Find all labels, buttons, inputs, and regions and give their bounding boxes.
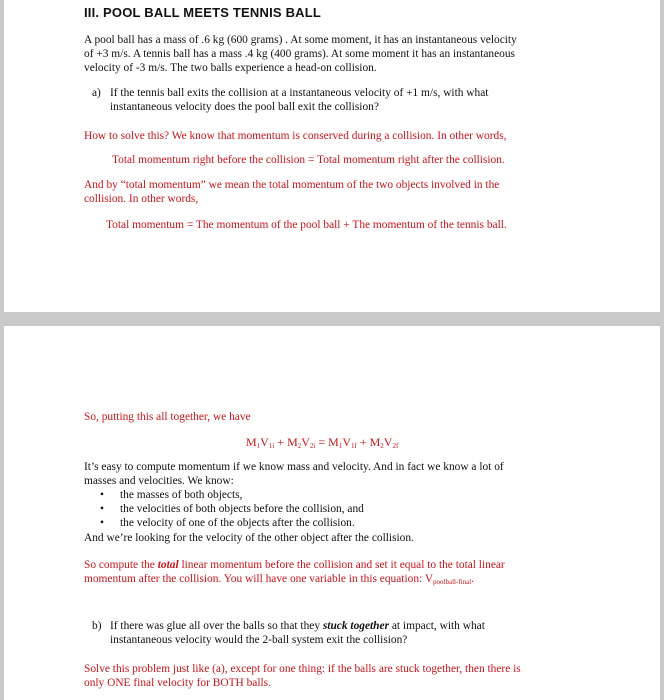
intro-line: A pool ball has a mass of .6 kg (600 grams) . At some moment, it has an instantaneous velocity: [84, 34, 517, 46]
page-1: [0, 0, 664, 312]
easy-line: masses and velocities. We know:: [84, 475, 234, 487]
part-a-question: [110, 86, 488, 114]
solve-line: only ONE final velocity for BOTH balls.: [84, 677, 271, 689]
eq-term: V: [383, 435, 393, 449]
eq-term: V: [301, 435, 310, 449]
list-item: • the velocity of one of the objects after the collision.: [98, 516, 364, 530]
solve-b-paragraph: [84, 662, 521, 690]
part-a-label: a): [92, 87, 101, 99]
eq-sub: 2i: [309, 442, 316, 450]
intro-line: of +3 m/s. A tennis ball has a mass .4 kg (400 grams). At some moment it has an instantaneous: [84, 48, 515, 60]
compute-line: [84, 558, 505, 572]
compute-paragraph: [84, 558, 505, 589]
compute-sub: poolball-final: [433, 578, 472, 586]
compute-text: momentum after the collision. You will have one variable in this equation: V: [84, 573, 434, 585]
looking-line: And we’re looking for the velocity of the other object after the collision.: [84, 532, 414, 544]
question-line: instantaneous velocity does the pool ball exit the collision?: [110, 101, 379, 113]
eq-sub: 2: [380, 442, 384, 450]
page-edge-left: [0, 0, 4, 312]
compute-emphasis: total: [157, 559, 179, 571]
question-emphasis: stuck together: [322, 620, 390, 632]
compute-text: So compute the: [84, 559, 158, 571]
hint-line: [84, 178, 499, 206]
eq-sub: 1: [256, 442, 261, 450]
solve-line: Solve this problem just like (a), except for one thing: if the balls are stuck together, then there is: [84, 663, 521, 675]
section-heading: III. POOL BALL MEETS TENNIS BALL: [84, 5, 322, 20]
eq-term: M: [246, 435, 257, 449]
hint-line: How to solve this? We know that momentum is conserved during a collision. In other words,: [84, 130, 507, 142]
eq-term: M: [328, 435, 339, 449]
page-edge-right: [660, 326, 664, 700]
question-text: If there was glue all over the balls so that they: [110, 620, 323, 632]
eq-term: M: [287, 435, 298, 449]
part-b-question: [110, 619, 485, 647]
question-line: If the tennis ball exits the collision at a instantaneous velocity of +1 m/s, with what: [110, 87, 489, 99]
eq-term: M: [369, 435, 381, 449]
eq-sub: 1i: [268, 442, 275, 450]
eq-op: +: [274, 435, 288, 449]
page-edge-left: [0, 326, 4, 700]
eq-op: =: [315, 435, 329, 449]
easy-paragraph: [84, 460, 504, 488]
list-item: • the velocities of both objects before the collision, and: [98, 502, 364, 516]
momentum-statement: Total momentum right before the collision = Total momentum right after the collision.: [112, 154, 505, 166]
intro-paragraph: [84, 33, 517, 75]
eq-term: V: [342, 435, 351, 449]
page-gap: [0, 312, 664, 326]
eq-sub: 1: [338, 442, 343, 450]
question-line: [110, 619, 485, 633]
eq-op: +: [356, 435, 370, 449]
hint-text: collision. In other words,: [84, 193, 199, 205]
compute-text: .: [471, 573, 475, 585]
eq-sub: 2: [297, 442, 302, 450]
question-line: instantaneous velocity would the 2-ball system exit the collision?: [110, 634, 408, 646]
compute-line: [84, 572, 505, 589]
question-text: at impact, with what: [389, 620, 485, 632]
together-line: So, putting this all together, we have: [84, 411, 251, 423]
page-2: [0, 326, 664, 700]
easy-line: It’s easy to compute momentum if we know mass and velocity. And in fact we know a lot of: [84, 461, 504, 473]
compute-text: linear momentum before the collision and set it equal to the total linear: [178, 559, 505, 571]
hint-text: And by “total momentum” we mean the total momentum of the two objects involved in the: [84, 179, 500, 191]
list-item: • the masses of both objects,: [98, 488, 364, 502]
eq-sub: 2f: [392, 442, 399, 450]
known-list: [98, 488, 364, 530]
part-b-label: b): [92, 620, 102, 632]
eq-sub: 1f: [351, 442, 357, 450]
momentum-equation: [246, 435, 398, 453]
intro-line: velocity of -3 m/s. The two balls experience a head-on collision.: [84, 62, 377, 74]
total-momentum-statement: Total momentum = The momentum of the pool ball + The momentum of the tennis ball.: [106, 219, 507, 231]
page-edge-right: [660, 0, 664, 312]
eq-term: V: [260, 435, 269, 449]
